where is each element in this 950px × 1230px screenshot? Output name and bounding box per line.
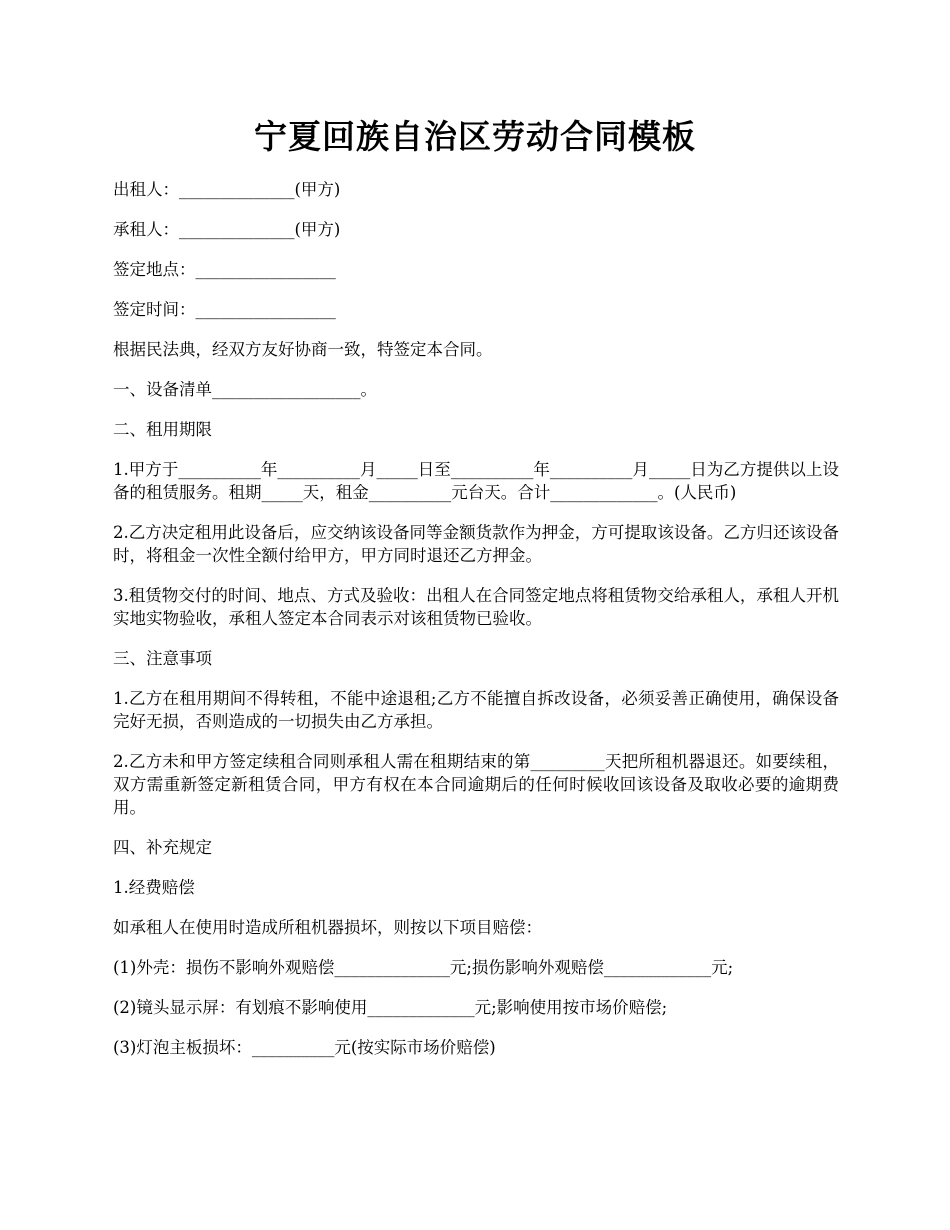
compensation-intro: 如承租人在使用时造成所租机器损坏，则按以下项目赔偿：: [113, 918, 542, 937]
preamble-paragraph: 根据民法典，经双方友好协商一致，特签定本合同。: [113, 340, 493, 359]
subheading-compensation: 1.经费赔偿: [113, 878, 195, 897]
document-title: 宁夏回族自治区劳动合同模板: [254, 117, 696, 156]
section-heading-notes: 三、注意事项: [113, 649, 212, 668]
clause-lease-period: 1.甲方于__________年__________月_____日至__________年__________月_____日为乙方提供以上设备的租赁服务。租期_____天，租金__________元台天。合计_____________。(人民币): [113, 460, 839, 502]
compensation-item-lens-screen: (2)镜头显示屏：有划痕不影响使用_____________元;影响使用按市场价赔偿;: [113, 998, 668, 1017]
signing-time-line: 签定时间：_________________: [113, 300, 336, 319]
section-heading-supplementary: 四、补充规定: [113, 838, 212, 857]
compensation-item-bulb-board: (3)灯泡主板损坏：__________元(按实际市场价赔偿): [113, 1038, 496, 1057]
section-heading-lease-term: 二、租用期限: [113, 420, 212, 439]
clause-delivery-acceptance: 3.租赁物交付的时间、地点、方式及验收：出租人在合同签定地点将租赁物交给承租人，承租人开机实地实物验收，承租人签定本合同表示对该租赁物已验收。: [113, 586, 839, 628]
section-equipment-list: 一、设备清单__________________。: [113, 380, 377, 399]
signing-place-line: 签定地点：_________________: [113, 260, 336, 279]
clause-deposit: 2.乙方决定租用此设备后，应交纳该设备同等金额货款作为押金，方可提取该设备。乙方归还该设备时，将租金一次性全额付给甲方，甲方同时退还乙方押金。: [113, 523, 839, 565]
compensation-item-casing: (1)外壳：损伤不影响外观赔偿______________元;损伤影响外观赔偿_____________元;: [113, 958, 734, 977]
clause-renewal: 2.乙方未和甲方签定续租合同则承租人需在租期结束的第_________天把所租机器退还。如要续租，双方需重新签定新租赁合同，甲方有权在本合同逾期后的任何时候收回该设备及取收必要的逾期费用。: [113, 752, 839, 817]
document-body: [113, 178, 839, 1076]
party-lessee-line: 承租人：______________(甲方): [113, 220, 341, 239]
party-lessor-line: 出租人：______________(甲方): [113, 180, 341, 199]
clause-no-sublease: 1.乙方在租用期间不得转租，不能中途退租;乙方不能擅自拆改设备，必须妥善正确使用，确保设备完好无损，否则造成的一切损失由乙方承担。: [113, 689, 839, 731]
